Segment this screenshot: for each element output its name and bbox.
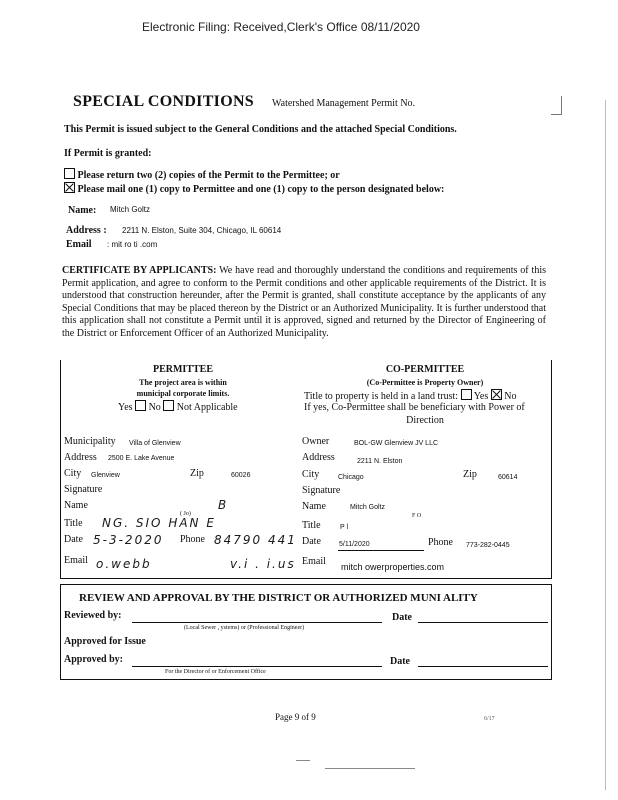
review-date-line	[418, 622, 548, 623]
option-text: Please mail one (1) copy to Permittee and one (1) copy to the person designated below:	[77, 184, 445, 195]
copermittee-title-label: Title	[302, 520, 321, 531]
intro-text: This Permit is issued subject to the General Conditions and the attached Special Conditions.	[64, 124, 457, 135]
copermittee-date-line	[338, 550, 424, 551]
no-label: No	[504, 391, 517, 402]
permittee-name-small: ( Jo)	[180, 511, 191, 517]
checkbox-return-two[interactable]	[64, 168, 75, 179]
corner-mark: 6/17	[484, 716, 495, 722]
permittee-heading: PERMITTEE	[152, 364, 213, 375]
page-number: Page 9 of 9	[275, 712, 316, 722]
electronic-filing-stamp: Electronic Filing: Received,Clerk's Office 08/11/2020	[142, 20, 420, 34]
permittee-phone-value: 84790 441	[214, 533, 297, 547]
approved-date-label: Date	[390, 656, 410, 667]
certificate-heading: CERTIFICATE BY APPLICANTS:	[62, 265, 217, 276]
permittee-email-value-2: v.i . i.us	[230, 557, 296, 571]
contact-address-value: 2211 N. Elston, Suite 304, Chicago, IL 60614	[122, 226, 282, 235]
permittee-sub2: municipal corporate limits.	[136, 389, 230, 398]
permittee-email-label: Email	[64, 555, 88, 566]
copermittee-date-label: Date	[302, 536, 321, 547]
permittee-sub1: The project area is within	[139, 378, 227, 387]
owner-value: BOL-GW Glenview JV LLC	[354, 440, 439, 447]
reviewed-by-line	[132, 622, 382, 623]
land-trust-text: Title to property is held in a land trust:	[304, 391, 459, 402]
copermittee-title-value: P l	[340, 524, 349, 531]
permittee-name-label: Name	[64, 500, 88, 511]
permit-number-label: Watershed Management Permit No.	[272, 98, 416, 109]
option-return-two-copies[interactable]	[64, 168, 340, 181]
permittee-email-value: o.webb	[96, 557, 152, 571]
no-label: No	[148, 402, 161, 413]
municipality-label: Municipality	[64, 436, 116, 447]
approved-for-issue-label: Approved for Issue	[64, 636, 146, 647]
approved-by-label: Approved by:	[64, 654, 123, 665]
land-trust-question	[304, 389, 517, 402]
checkbox-mail-one[interactable]	[64, 182, 75, 193]
scan-mark	[296, 760, 310, 761]
copermittee-phone-label: Phone	[428, 537, 453, 548]
approved-by-caption: For the Director of or Enforcement Office	[165, 669, 266, 675]
permittee-address-label: Address	[64, 452, 97, 463]
checkbox-municipal-no[interactable]	[163, 400, 174, 411]
approved-date-line	[418, 666, 548, 667]
copermittee-zip-value: 60614	[498, 474, 518, 481]
option-text: Please return two (2) copies of the Permit to the Permittee; or	[77, 170, 340, 181]
certificate-body: We have read and thoroughly understand the conditions and requirements of this Permit application, and agree to conform to the Permit conditions and other applicable requirements of the District. It is understood that construction hereunder, after the Permit is granted, shall constitute acceptance by the applicants of any Special Conditions that may be placed thereon by the District or an Authorized Municipality. It is further understood that this application shall not constitute a Permit until it is approved, signed and returned by the Director of Engineering of the District or Enforcement Officer of an Authorized Municipality.	[62, 265, 547, 339]
permittee-zip-value: 60026	[231, 472, 251, 479]
copermittee-sub: (Co-Permittee is Property Owner)	[366, 378, 484, 387]
contact-name-label: Name:	[68, 205, 97, 216]
copermittee-name-label: Name	[302, 501, 326, 512]
contact-email-value: : mit ro ti .com	[107, 240, 158, 249]
municipality-value: Villa of Glenview	[129, 440, 181, 447]
owner-label: Owner	[302, 436, 330, 447]
review-heading: REVIEW AND APPROVAL BY THE DISTRICT OR AUTHORIZED MUNI ALITY	[79, 592, 478, 604]
na-label: Not Applicable	[176, 402, 238, 413]
permittee-signature-label: Signature	[64, 484, 103, 495]
certificate-paragraph	[62, 265, 546, 341]
checkbox-trust-yes[interactable]	[461, 389, 472, 400]
municipal-limits-options	[118, 400, 238, 413]
copermittee-heading: CO-PERMITTEE	[385, 364, 465, 375]
if-granted-label: If Permit is granted:	[64, 148, 152, 159]
page-title: SPECIAL CONDITIONS	[73, 93, 255, 110]
approved-by-line	[132, 666, 382, 667]
copermittee-email-label: Email	[302, 556, 326, 567]
permit-number-box	[551, 96, 562, 115]
yes-label: Yes	[118, 402, 133, 413]
copermittee-date-value: 5/11/2020	[339, 541, 370, 548]
permittee-date-label: Date	[64, 534, 83, 545]
reviewed-by-caption: (Local Sewer , ystems) or (Professional Engineer)	[184, 625, 305, 631]
copermittee-city-value: Chicago	[338, 474, 364, 481]
option-mail-one-copy[interactable]	[64, 182, 444, 195]
copermittee-zip-label: Zip	[463, 469, 477, 480]
copermittee-signature-label: Signature	[302, 485, 341, 496]
contact-name-value: Mitch Goltz	[110, 205, 151, 214]
permittee-city-value: Glenview	[91, 472, 120, 479]
trust-note-1: If yes, Co-Permittee shall be beneficiary with Power of	[304, 402, 525, 413]
copermittee-name-small: F O	[412, 513, 422, 519]
copermittee-phone-value: 773-282-0445	[466, 542, 510, 549]
checkbox-municipal-yes[interactable]	[135, 400, 146, 411]
permittee-date-value: 5-3-2020	[93, 533, 164, 547]
permittee-phone-label: Phone	[180, 534, 205, 545]
contact-address-label: Address :	[66, 225, 107, 236]
contact-email-label: Email	[66, 239, 92, 250]
copermittee-name-value: Mitch Goltz	[350, 504, 386, 511]
permittee-name-value: B	[218, 498, 229, 512]
permittee-zip-label: Zip	[190, 468, 204, 479]
copermittee-address-label: Address	[302, 452, 335, 463]
copermittee-email-value: mitch owerproperties.com	[341, 562, 445, 572]
permittee-address-value: 2500 E. Lake Avenue	[108, 455, 175, 462]
scan-edge-line	[605, 100, 606, 790]
permittee-city-label: City	[64, 468, 82, 479]
review-date-label: Date	[392, 612, 412, 623]
copermittee-city-label: City	[302, 469, 320, 480]
permittee-title-value: NG. SIO HAN E	[102, 516, 216, 530]
trust-note-2: Direction	[406, 415, 444, 426]
yes-label: Yes	[473, 391, 489, 402]
permittee-title-label: Title	[64, 518, 83, 529]
reviewed-by-label: Reviewed by:	[64, 610, 122, 621]
copermittee-address-value: 2211 N. Elston	[357, 458, 403, 465]
scan-mark-2	[325, 768, 415, 769]
checkbox-trust-no[interactable]	[491, 389, 502, 400]
